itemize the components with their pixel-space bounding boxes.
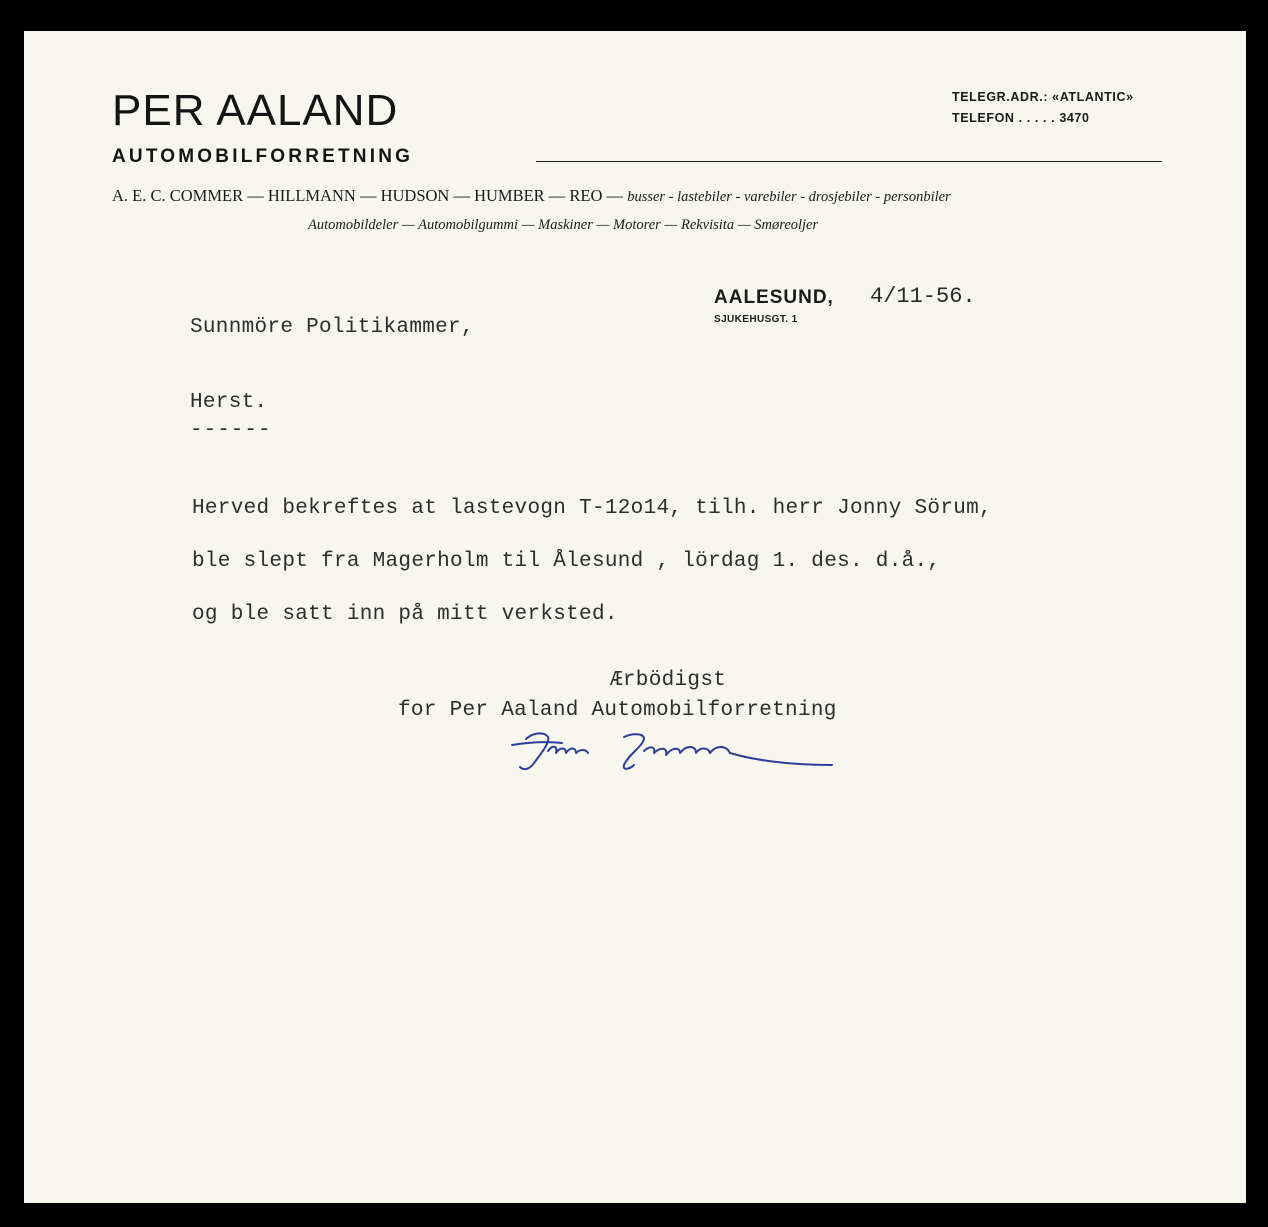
street-address: SJUKEHUSGT. 1 — [714, 314, 798, 325]
body-line: og ble satt inn på mitt verksted. — [192, 603, 618, 626]
telegram-address: TELEGR.ADR.: «ATLANTIC» — [952, 90, 1134, 104]
telephone-number: TELEFON . . . . . 3470 — [952, 111, 1090, 125]
vehicle-types: busser - lastebiler - varebiler - drosjebiler - personbiler — [627, 189, 951, 205]
city: AALESUND, — [714, 287, 834, 308]
salutation-underline: ------ — [190, 419, 272, 442]
company-subtitle: AUTOMOBILFORRETNING — [112, 146, 414, 167]
letter-date: 4/11-56. — [870, 284, 976, 309]
recipient: Sunnmöre Politikammer, — [190, 316, 474, 339]
body-line: Herved bekreftes at lastevogn T-12o14, tilh. herr Jonny Sörum, — [192, 497, 992, 520]
brands-list: A. E. C. COMMER — HILLMANN — HUDSON — HUMBER — REO — — [112, 186, 628, 205]
company-name: PER AALAND — [112, 86, 399, 135]
salutation: Herst. — [190, 391, 268, 414]
body-line: ble slept fra Magerholm til Ålesund , lördag 1. des. d.å., — [192, 550, 941, 573]
header-rule — [536, 161, 1162, 162]
closing: Ærbödigst — [610, 669, 727, 692]
products-line: Automobildeler — Automobilgummi — Maskiner — Motorer — Rekvisita — Smøreoljer — [308, 217, 819, 233]
signature-line: for Per Aaland Automobilforretning — [398, 699, 837, 722]
handwritten-signature — [504, 721, 834, 781]
brands-line — [112, 186, 951, 206]
letter-page — [24, 31, 1246, 1203]
